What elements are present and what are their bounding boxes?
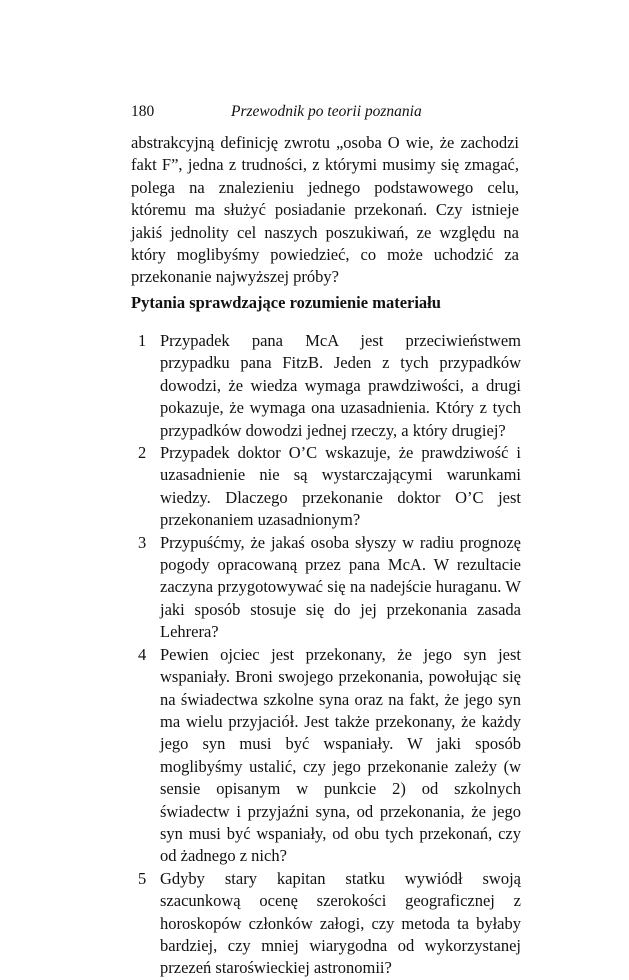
question-item-1	[131, 330, 521, 442]
question-number: 1	[138, 331, 147, 350]
page-number: 180	[131, 103, 155, 120]
question-text: Przypadek pana McA jest przeciwieństwem przypadku pana FitzB. Jeden z tych przypadków dowodzi, że wiedza wymaga prawdziwości, a drugi pokazuje, że wymaga ona uzasadnienia. Który z tych przypadków dowodzi jednej rzeczy, a który drugiej?	[160, 331, 521, 440]
question-list	[131, 330, 521, 980]
question-number: 3	[138, 532, 147, 552]
question-text: Przypadek doktor O’C wskazuje, że prawdziwość i uzasadnienie nie są wystarczającymi warunkami wiedzy. Dlaczego przekonanie doktor O’C jest przekonaniem uzasadnionym?	[160, 443, 521, 530]
running-title: Przewodnik po teorii poznania	[231, 103, 422, 120]
question-number: 5	[138, 868, 147, 888]
question-item-4	[131, 644, 521, 868]
question-text: Gdyby stary kapitan statku wywiódł swoją szacunkową ocenę szerokości geograficznej z horoskopów członków załogi, czy metoda ta byłaby bardziej, czy mniej wiarygodna od wykorzystanej przezeń staroświeckiej astronomii?	[160, 868, 521, 978]
running-head	[131, 101, 521, 123]
question-number: 2	[138, 443, 147, 463]
intro-paragraph: abstrakcyjną definicję zwrotu „osoba O wie, że zachodzi fakt F”, jedna z trudności, z którymi musimy się zmagać, polega na znalezieniu jednego podstawowego celu, któremu ma służyć posiadanie przekonań. Czy istnieje jakiś jednolity cel naszych poszukiwań, ze względu na który moglibyśmy powiedzieć, co może uchodzić za przekonanie najwyższej próby?	[131, 133, 519, 287]
question-text: Pewien ojciec jest przekonany, że jego syn jest wspaniały. Broni swojego przekonania, powołując się na świadectwa szkolne syna oraz na fakt, że jego syn ma wielu przyjaciół. Jest także przekonany, że każdy jego syn musi być wspaniały. W jaki sposób moglibyśmy ustalić, czy jego przekonanie zależy (w sensie opisanym w punkcie 2) od szkolnych świadectw i przyjaźni syna, od przekonania, że jego syn musi być wspaniały, od obu tych przekonań, czy od żadnego z nich?	[160, 644, 521, 866]
question-item-3	[131, 532, 521, 644]
question-text: Przypuśćmy, że jakaś osoba słyszy w radiu prognozę pogody opracowaną przez pana McA. W rezultacie zaczyna przygotowywać się na nadejście huraganu. W jaki sposób stosuje się do jej przekonania zasada Lehrera?	[160, 532, 521, 642]
question-number: 4	[138, 644, 147, 664]
question-item-2	[131, 442, 521, 532]
question-item-5	[131, 868, 521, 980]
section-heading: Pytania sprawdzające rozumienie materiału	[131, 293, 441, 312]
